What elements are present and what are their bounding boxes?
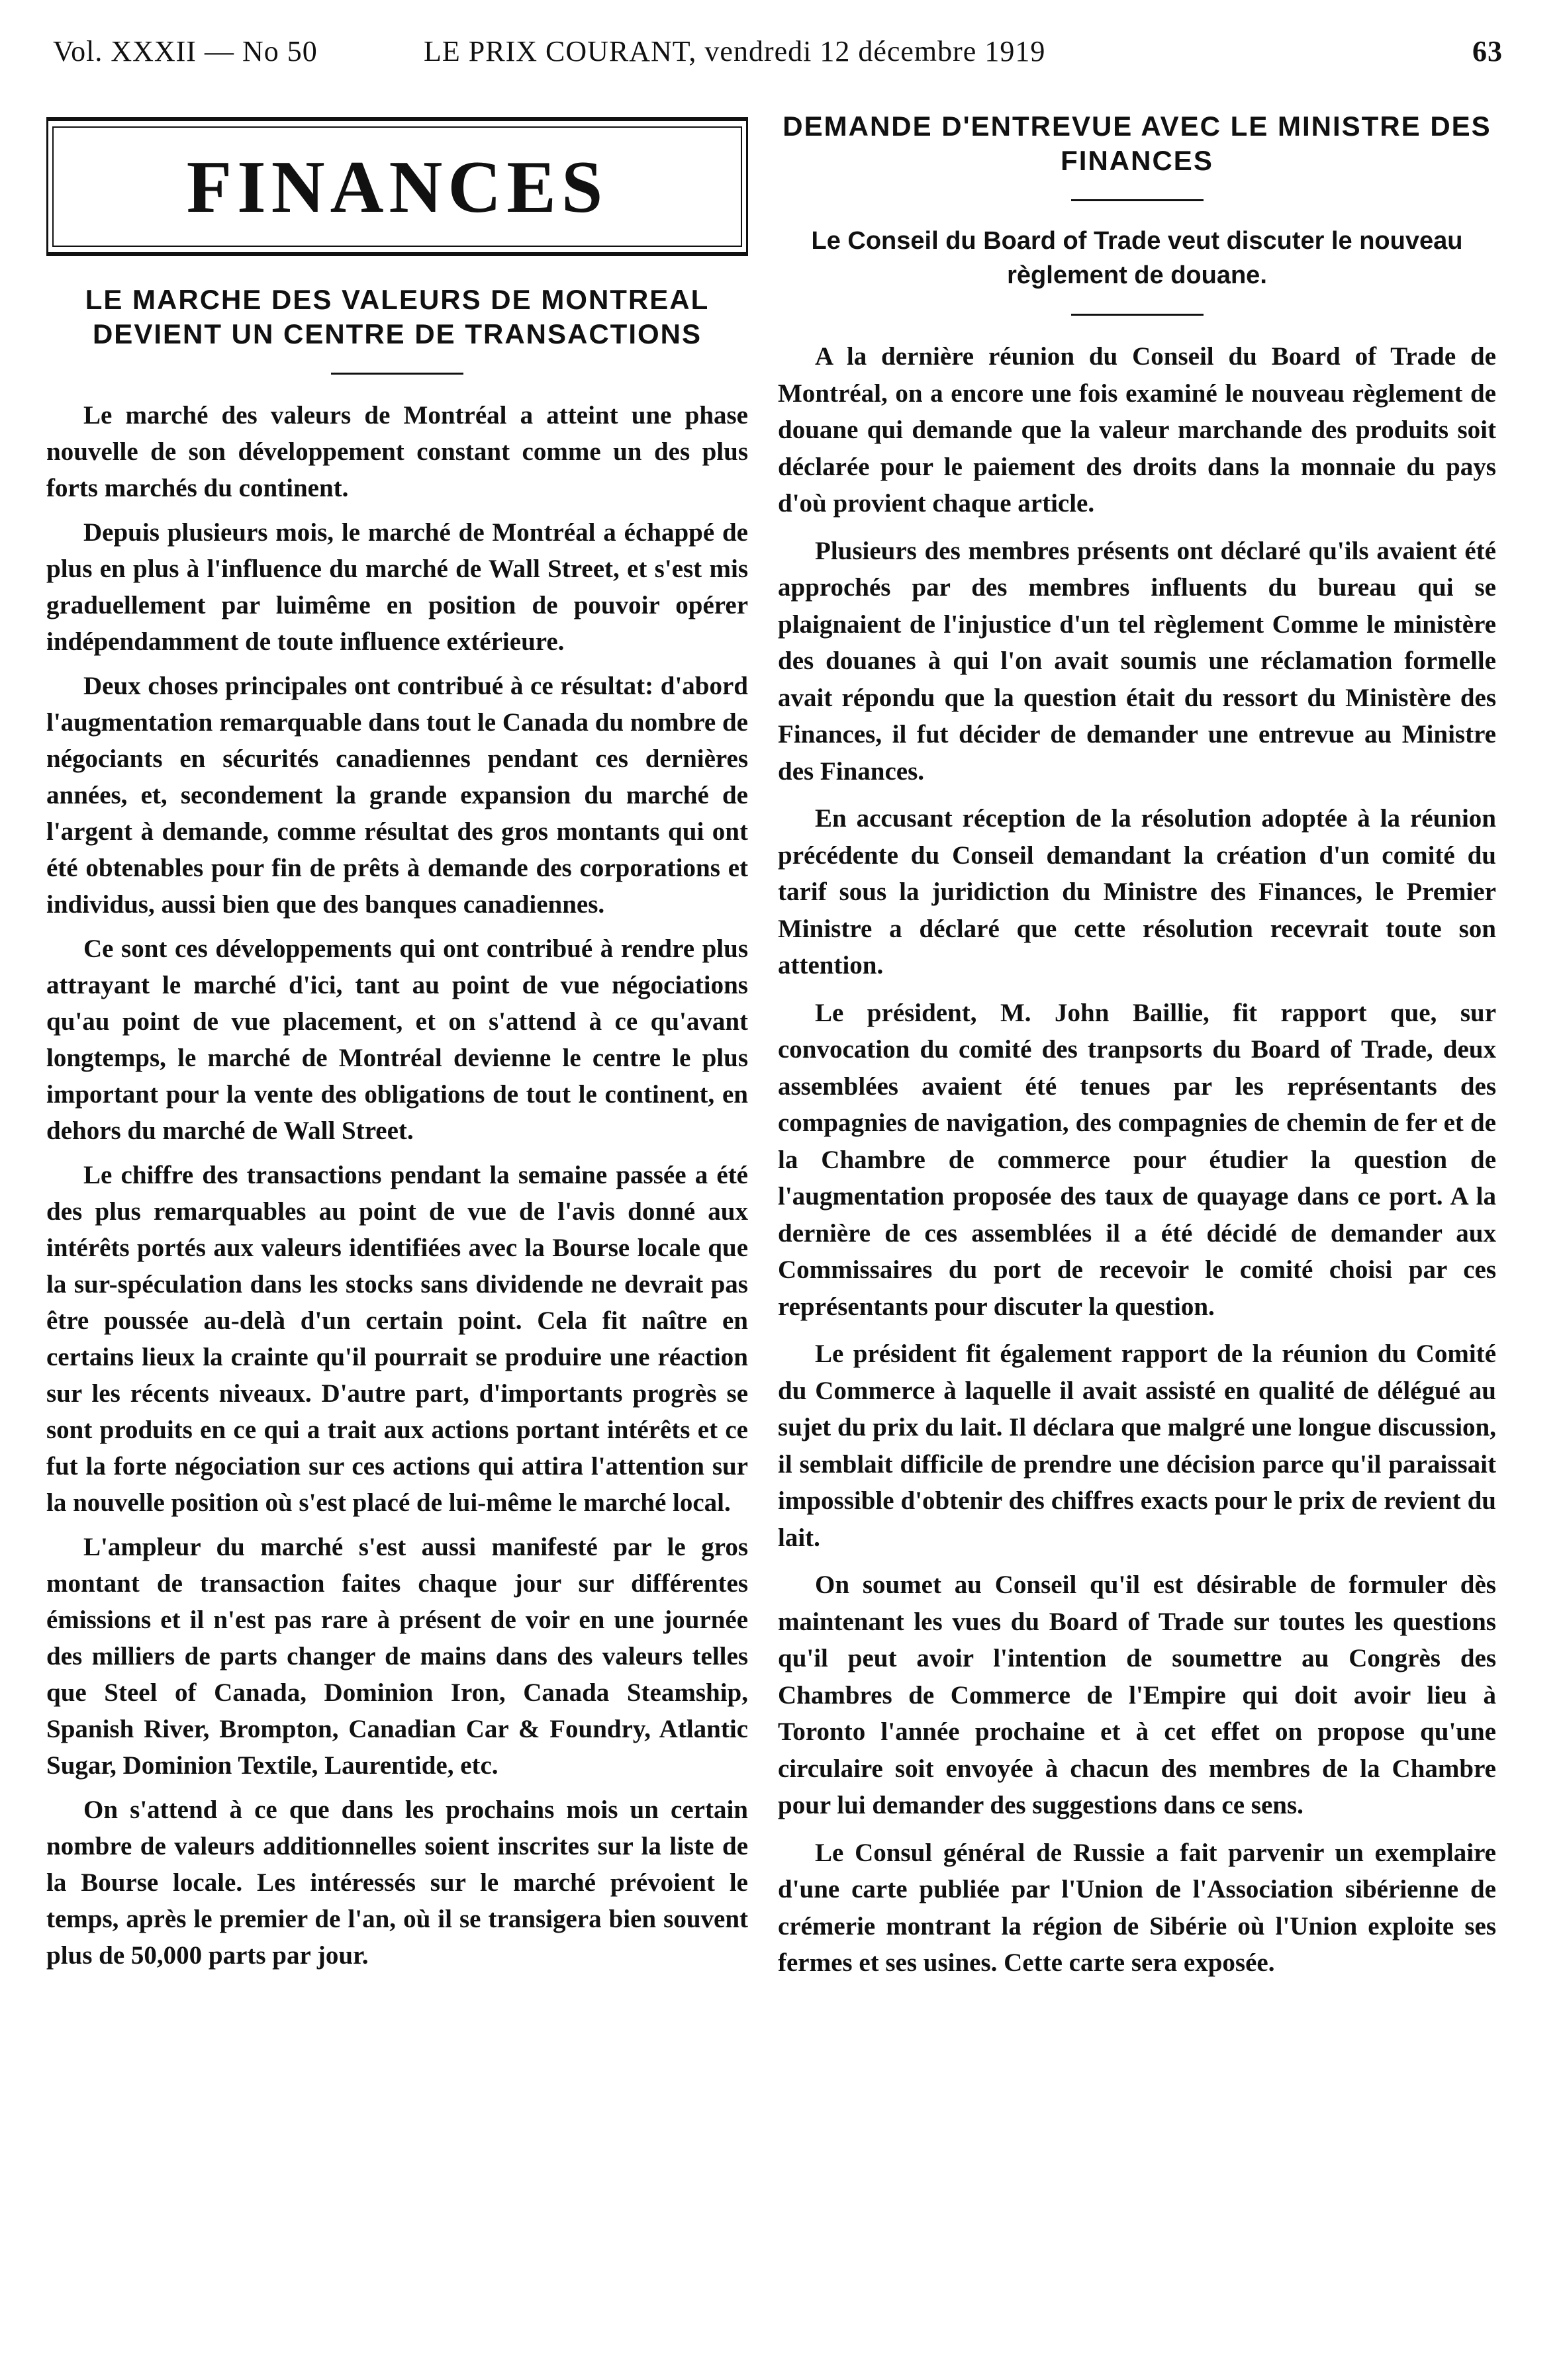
article-paragraph: Le président fit également rapport de la réunion du Comité du Commerce à laquelle il avait assisté en qualité de délégué au sujet du prix du lait. Il déclara que malgré une longue discussion, il semblait difficile de prendre une décision parce qu'il paraissait impossible d'obtenir des chiffres exacts pour le prix de revient du lait.: [778, 1340, 1496, 1552]
section-banner: [46, 117, 748, 256]
article-paragraph: Deux choses principales ont contribué à ce résultat: d'abord l'augmentation remarquable dans tout le Canada du nombre de négociants en sécurités canadiennes pendant ces dernières années, et, secondement la grande expansion du marché de l'argent à demande, comme résultat des gros montants qui ont été obtenables pour fin de prêts à demande des corporations et individus, aussi bien que des banques canadiennes.: [46, 672, 748, 919]
article-paragraph: Ce sont ces développements qui ont contribué à rendre plus attrayant le marché d'ici, tant au point de vue négociations qu'au point de vue placement, et on s'attend à ce qu'avant longtemps, le marché de Montréal devienne le centre le plus important pour la vente des obligations de tout le continent, en dehors du marché de Wall Street.: [46, 935, 748, 1145]
divider: [1071, 314, 1204, 316]
article-paragraph: Le marché des valeurs de Montréal a atteint une phase nouvelle de son développement constant comme un des plus forts marchés du continent.: [46, 401, 748, 502]
article-paragraph: On s'attend à ce que dans les prochains mois un certain nombre de valeurs additionnelles soient inscrites sur la liste de la Bourse locale. Les intéressés sur le marché prévoient le temps, après le premier de l'an, où il se transigera bien souvent plus de 50,000 parts par jour.: [46, 1796, 748, 1970]
article-paragraph: On soumet au Conseil qu'il est désirable de formuler dès maintenant les vues du Board of Trade sur toutes les questions qu'il peut avoir l'intention de soumettre au Congrès des Chambres de Commerce de l'Empire qui doit avoir lieu à Toronto l'année prochaine et à cet effet on propose qu'une circulaire soit envoyée à chacun des membres de la Chambre pour lui demander des suggestions dans ce sens.: [778, 1571, 1496, 1819]
right-column: [778, 109, 1496, 1992]
article-headline: DEMANDE D'ENTREVUE AVEC LE MINISTRE DES FINANCES: [782, 111, 1492, 176]
article-paragraph: Plusieurs des membres présents ont déclaré qu'ils avaient été approchés par des membres influents du bureau qui se plaignaient de l'injustice d'un tel règlement Comme le ministère des douanes à qui l'on avait soumis une réclamation formelle avait répondu que la question était du ressort du Ministère des Finances, il fut décider de demander une entrevue au Ministre des Finances.: [778, 536, 1496, 786]
divider: [1071, 199, 1204, 201]
publication-title-date: LE PRIX COURANT, vendredi 12 décembre 1919: [424, 35, 1046, 68]
volume-number: Vol. XXXII — No 50: [53, 35, 318, 68]
section-title: FINANCES: [186, 146, 608, 228]
article-paragraph: Depuis plusieurs mois, le marché de Montréal a échappé de plus en plus à l'influence du marché de Wall Street, et s'est mis graduellement par luimême en position de pouvoir opérer indépendamment de toute influence extérieure.: [46, 518, 748, 656]
divider: [331, 373, 463, 375]
page-header: [46, 34, 1503, 81]
article-paragraph: L'ampleur du marché s'est aussi manifesté par le gros montant de transaction faites chaque jour sur différentes émissions et il n'est pas rare à présent de voir en une journée des milliers de parts changer de mains dans des valeurs telles que Steel of Canada, Dominion Iron, Canada Steamship, Spanish River, Brompton, Canadian Car & Foundry, Atlantic Sugar, Dominion Textile, Laurentide, etc.: [46, 1533, 748, 1780]
article-subheading: Le Conseil du Board of Trade veut discuter le nouveau règlement de douane.: [811, 227, 1463, 289]
article-headline: LE MARCHE DES VALEURS DE MONTREAL DEVIENT UN CENTRE DE TRANSACTIONS: [85, 284, 710, 349]
article-paragraph: Le président, M. John Baillie, fit rapport que, sur convocation du comité des tranpsorts du Board of Trade, deux assemblées avaient été tenues par les représentants des compagnies de navigation, des compagnies de chemin de fer et de la Chambre de commerce pour étudier la question de l'augmentation proposée des taux de quayage dans ce port. A la dernière de ces assemblées il a été décidé de demander aux Commissaires du port de recevoir le comité choisi par ces représentants pour discuter la question.: [778, 998, 1496, 1321]
article-paragraph: Le Consul général de Russie a fait parvenir un exemplaire d'une carte publiée par l'Union de l'Association sibérienne de crémerie montrant la région de Sibérie où l'Union exploite ses fermes et ses usines. Cette carte sera exposée.: [778, 1838, 1496, 1977]
article-paragraph: Le chiffre des transactions pendant la semaine passée a été des plus remarquables au point de vue de l'avis donné aux intérêts portés aux valeurs identifiées avec la Bourse locale que la sur-spéculation dans les stocks sans dividende ne devrait pas être poussée au-delà d'un certain point. Cela fit naître en certains lieux la crainte qu'il pourrait se produire une réaction sur les récents niveaux. D'autre part, d'importants progrès se sont produits en ce qui a trait aux actions portant intérêts et ce fut la forte négociation sur ces actions qui attira l'attention sur la nouvelle position où s'est placé de lui-même le marché local.: [46, 1161, 748, 1517]
article-paragraph: A la dernière réunion du Conseil du Board of Trade de Montréal, on a encore une fois examiné le nouveau règlement de douane qui demande que la valeur marchande des produits soit déclarée pour le paiement des droits dans la monnaie du pays d'où provient chaque article.: [778, 342, 1496, 518]
left-column: [46, 109, 748, 1982]
article-paragraph: En accusant réception de la résolution adoptée à la réunion précédente du Conseil demandant la création d'un comité du tarif sous la juridiction du Ministre des Finances, le Premier Ministre a déclaré que cette résolution recevrait toute son attention.: [778, 804, 1496, 980]
page-number: 63: [1472, 35, 1503, 68]
